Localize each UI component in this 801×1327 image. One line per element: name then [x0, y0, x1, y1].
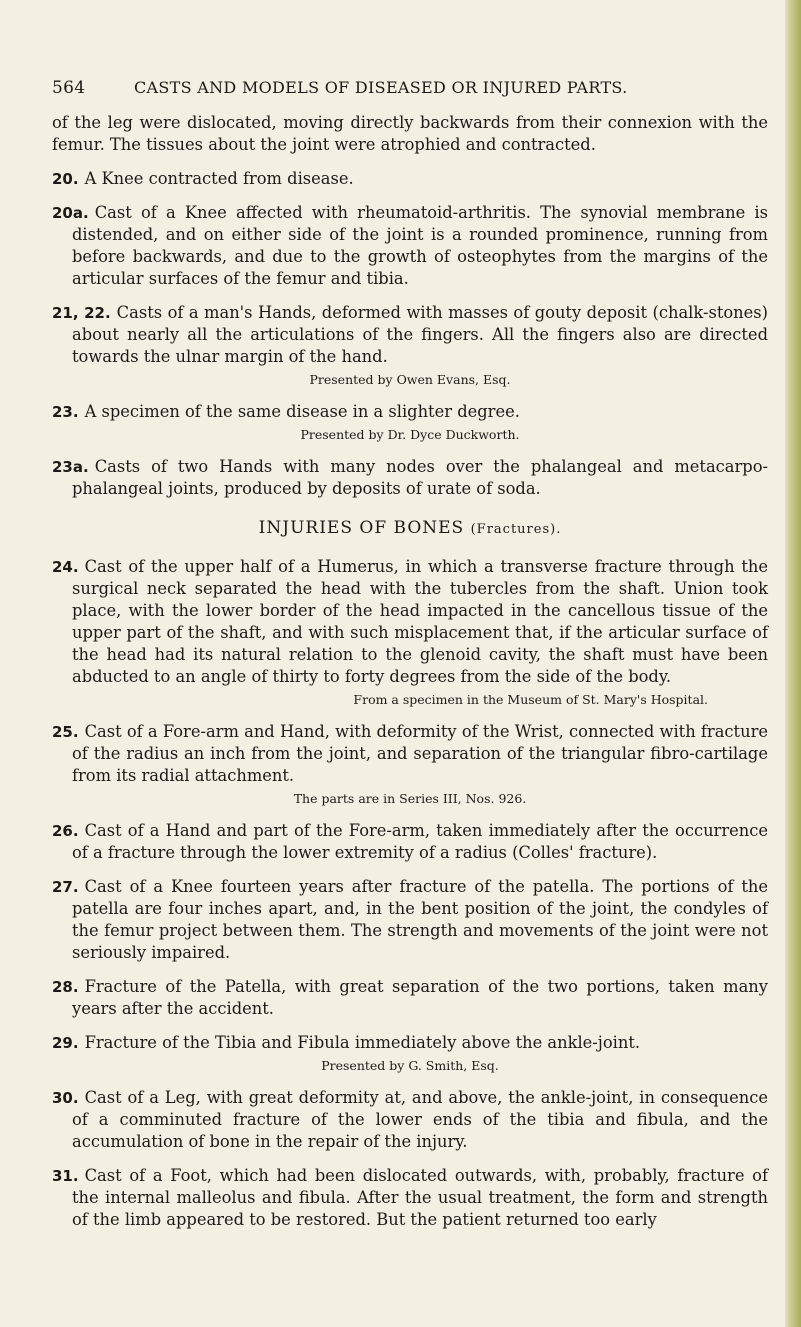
catalogue-entry: [52, 876, 768, 964]
book-page: [52, 78, 768, 1243]
entry-text: Cast of a Leg, with great deformity at, and above, the ankle-joint, in consequence of a comminuted fracture of the lower ends of the tibia and fibula, and the accumulation of bone in the repair of the injury.: [72, 1088, 768, 1151]
catalogue-entry: [52, 556, 768, 709]
entry-credit: Presented by Owen Evans, Esq.: [309, 372, 511, 387]
entry-number: 20.: [52, 170, 79, 188]
entry-number: 31.: [52, 1167, 79, 1185]
catalogue-entry: [52, 401, 768, 444]
entry-number: 28.: [52, 978, 79, 996]
entry-text: Fracture of the Tibia and Fibula immediately above the ankle-joint.: [84, 1033, 641, 1052]
entry-text: Cast of a Foot, which had been dislocated outwards, with, probably, fracture of the internal malleolus and fibula. After the usual treatment, the form and strength of the limb appeared to be restored. But the patient returned too early: [72, 1166, 768, 1229]
catalogue-entry: [52, 302, 768, 389]
entry-credit: From a specimen in the Museum of St. Mary's Hospital.: [353, 692, 708, 707]
entry-number: 23a.: [52, 458, 89, 476]
entry-credit: Presented by Dr. Dyce Duckworth.: [300, 427, 520, 442]
section-subtitle: (Fractures).: [470, 522, 562, 537]
continued-paragraph: of the leg were dislocated, moving directly backwards from their connexion with the femur. The tissues about the joint were atrophied and contracted.: [52, 113, 768, 154]
entry-credit: Presented by G. Smith, Esq.: [321, 1058, 499, 1073]
catalogue-entry: [52, 456, 768, 500]
entry-number: 20a.: [52, 204, 89, 222]
catalogue-entry: [52, 202, 768, 290]
entry-text: Fracture of the Patella, with great separation of the two portions, taken many years after the accident.: [72, 977, 768, 1018]
entry-number: 25.: [52, 723, 79, 741]
entry-number: 26.: [52, 822, 79, 840]
entry-text: A Knee contracted from disease.: [84, 169, 354, 188]
entry-credit: The parts are in Series III, Nos. 926.: [293, 791, 527, 806]
entry-number: 21, 22.: [52, 304, 111, 322]
entry-text: Casts of two Hands with many nodes over the phalangeal and metacarpo-phalangeal joints, produced by deposits of urate of soda.: [72, 457, 768, 498]
entries-list-a: [52, 168, 768, 500]
section-title: INJURIES OF BONES: [258, 518, 465, 538]
section-heading: [52, 518, 768, 538]
catalogue-entry: [52, 820, 768, 864]
catalogue-entry: [52, 1165, 768, 1231]
entry-text: Casts of a man's Hands, deformed with masses of gouty deposit (chalk-stones) about nearly all the articulations of the fingers. All the fingers also are directed towards the ulnar margin of the hand.: [72, 303, 768, 366]
catalogue-entry: [52, 976, 768, 1020]
catalogue-entry: [52, 168, 768, 190]
page-header: [52, 78, 768, 98]
entry-text: Cast of a Knee affected with rheumatoid-arthritis. The synovial membrane is distended, and on either side of the joint is a rounded prominence, running from before backwards, and due to the growth of osteophytes from the margins of the articular surfaces of the femur and tibia.: [72, 203, 768, 288]
catalogue-entry: [52, 721, 768, 808]
entry-number: 30.: [52, 1089, 79, 1107]
entries-list-b: [52, 556, 768, 1231]
entry-text: Cast of the upper half of a Humerus, in which a transverse fracture through the surgical neck separated the head with the tubercles from the shaft. Union took place, with the lower border of the head impacted in the cancellous tissue of the upper part of the shaft, and with such misplacement that, if the articular surface of the head had its natural relation to the glenoid cavity, the shaft must have been abducted to an angle of thirty to forty degrees from the side of the body.: [72, 557, 768, 686]
catalogue-entry: [52, 1032, 768, 1075]
entry-text: Cast of a Fore-arm and Hand, with deformity of the Wrist, connected with fracture of the radius an inch from the joint, and separation of the triangular fibro-cartilage from its radial attachment.: [72, 722, 768, 785]
page-number: 564: [52, 78, 86, 98]
catalogue-entry: [52, 1087, 768, 1153]
entry-number: 24.: [52, 558, 79, 576]
entry-number: 27.: [52, 878, 79, 896]
entry-text: Cast of a Hand and part of the Fore-arm, taken immediately after the occurrence of a fracture through the lower extremity of a radius (Colles' fracture).: [72, 821, 768, 862]
entry-text: Cast of a Knee fourteen years after fracture of the patella. The portions of the patella are four inches apart, and, in the bent position of the joint, the condyles of the femur project between them. The strength and movements of the joint were not seriously impaired.: [72, 877, 768, 962]
entry-number: 29.: [52, 1034, 79, 1052]
running-title: CASTS AND MODELS OF DISEASED OR INJURED PARTS.: [134, 78, 628, 97]
page-edge: [785, 0, 801, 1327]
entry-number: 23.: [52, 403, 79, 421]
entry-text: A specimen of the same disease in a slighter degree.: [84, 402, 520, 421]
